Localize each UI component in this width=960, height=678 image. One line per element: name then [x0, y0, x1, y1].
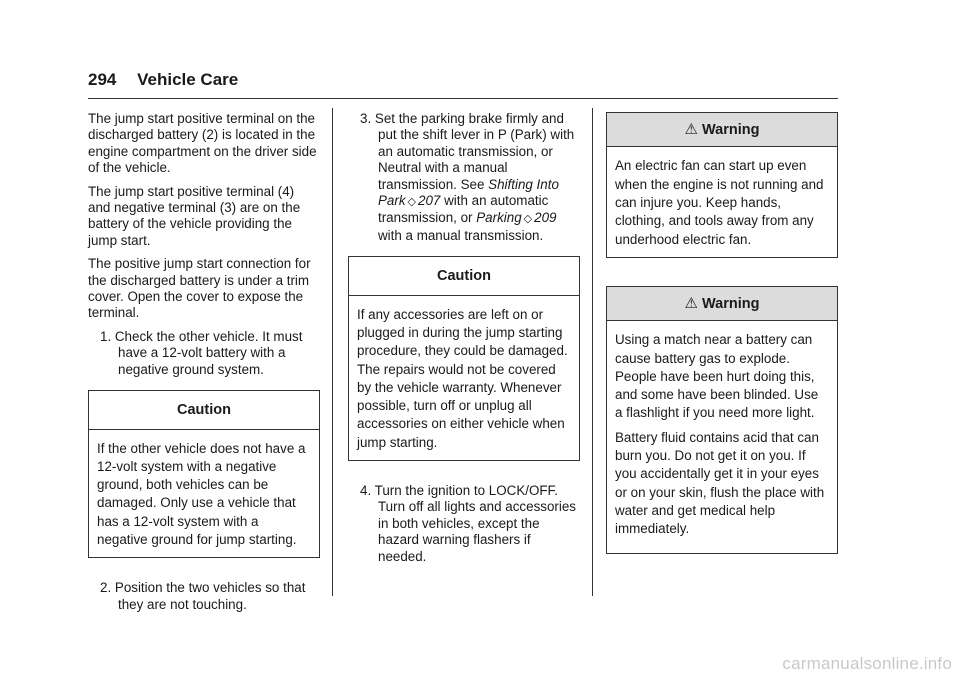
- caution-title: Caution: [349, 257, 579, 295]
- warning-box-2: [606, 286, 838, 554]
- page-header: [88, 72, 238, 88]
- column-3: [606, 112, 838, 554]
- step-3: [348, 111, 580, 244]
- warning-title-text: Warning: [701, 122, 760, 138]
- step-2: 2. Position the two vehicles so that they are not touching.: [100, 580, 306, 612]
- step-1: 1. Check the other vehicle. It must have a 12-volt battery with a negative ground system.: [100, 328, 303, 377]
- caution-body: If any accessories are left on or plugged in during the jump starting procedure, they could be damaged. The repairs would not be covered by the vehicle warranty. Whenever possible, turn off or unplug all accessories on either vehicle when jump starting.: [357, 306, 568, 450]
- step-3-text: with an automatic transmission, or: [378, 193, 549, 226]
- header-rule: [88, 98, 838, 99]
- column-divider-1: [332, 108, 333, 596]
- warning-title: [607, 287, 837, 321]
- column-1: [88, 111, 320, 620]
- caution-box-1: [88, 390, 320, 558]
- page-number: 294: [88, 70, 117, 89]
- caution-body: If the other vehicle does not have a 12-volt system with a negative ground, both vehicles can be damaged. Only use a vehicle that has a 12-volt system with a negative ground for jump starting.: [97, 440, 306, 547]
- page-ref-207[interactable]: 207: [418, 193, 441, 209]
- ref-shifting-into-park[interactable]: Shifting Into Park: [378, 176, 559, 209]
- section-title: Vehicle Care: [137, 70, 239, 89]
- warning-body: [607, 321, 837, 552]
- step-4: 4. Turn the ignition to LOCK/OFF. Turn off all lights and accessories in both vehicles, except the hazard warning flashers if needed.: [360, 483, 576, 564]
- step-3-text: 3. Set the parking brake firmly and put the shift lever in P (Park) with an automatic transmission, or Neutral with a manual transmission. See: [360, 111, 575, 192]
- warning-icon: ⚠: [684, 294, 698, 312]
- warning-icon: ⚠: [684, 121, 698, 138]
- page-ref-arrow-icon: ◇: [407, 196, 417, 209]
- ref-parking[interactable]: Parking: [476, 210, 522, 226]
- caution-box-2: [348, 256, 580, 461]
- warning-title: [607, 113, 837, 147]
- warning-box-1: [606, 112, 838, 258]
- paragraph: The positive jump start connection for the discharged battery is under a trim cover. Open the cover to expose the terminal.: [88, 256, 311, 321]
- paragraph: The jump start positive terminal on the discharged battery (2) is located in the engine compartment on the driver side of the vehicle.: [88, 111, 317, 176]
- page-ref-209[interactable]: 209: [534, 210, 557, 226]
- caution-title: Caution: [89, 391, 319, 429]
- step-3-text: with a manual transmission.: [378, 227, 544, 243]
- watermark: carmanualsonline.info: [782, 653, 952, 673]
- warning-title-text: Warning: [701, 295, 760, 312]
- page-ref-arrow-icon: ◇: [523, 213, 533, 226]
- warning-paragraph: Battery fluid contains acid that can burn you. Do not get it on you. If you accidentally get it in your eyes or on your skin, flush the place with water and get medical help immediately.: [615, 429, 825, 537]
- warning-body: An electric fan can start up even when the engine is not running and can injure you. Keep hands, clothing, and tools away from any underhood electric fan.: [615, 158, 824, 247]
- column-2: [348, 111, 580, 572]
- warning-paragraph: Using a match near a battery can cause battery gas to explode. People have been hurt doing this, and some have been blinded. Use a flashlight if you need more light.: [615, 332, 819, 421]
- column-divider-2: [592, 108, 593, 596]
- paragraph: The jump start positive terminal (4) and negative terminal (3) are on the battery of the vehicle providing the jump start.: [88, 183, 301, 248]
